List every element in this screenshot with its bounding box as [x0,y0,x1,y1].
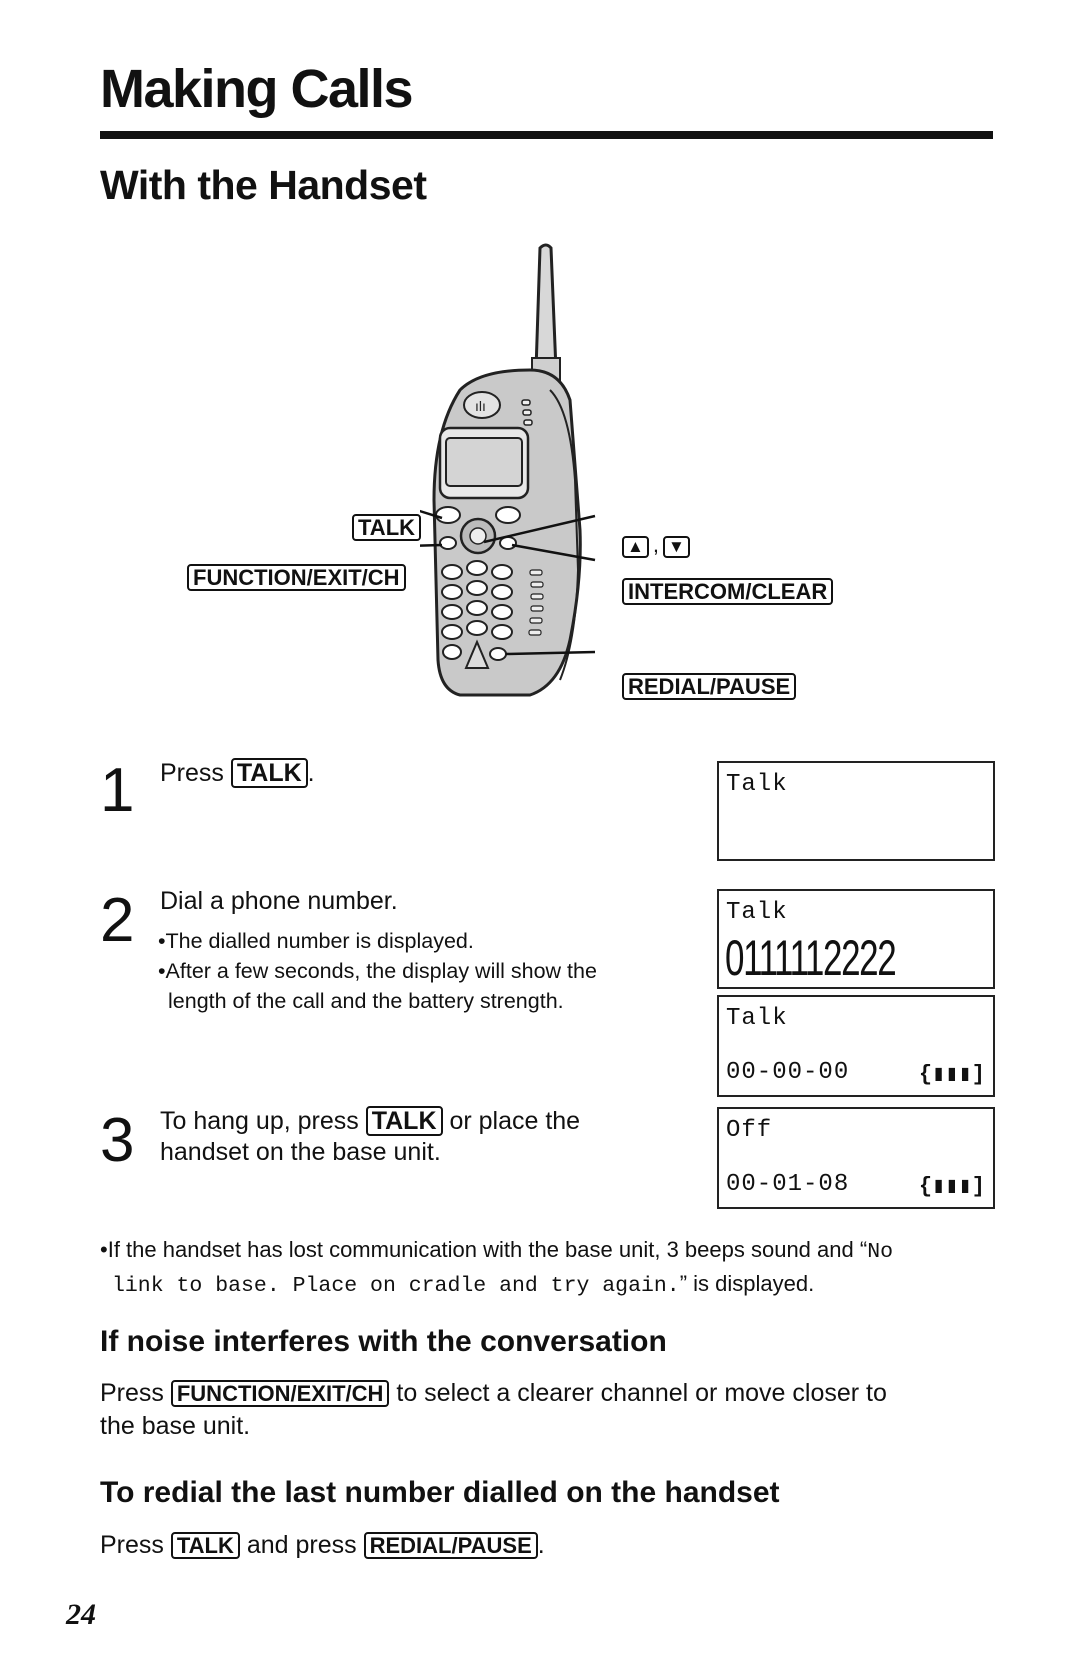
intercom-clear-key-label: INTERCOM/CLEAR [622,578,833,605]
redial-paragraph: Press TALK and press REDIAL/PAUSE . [100,1531,545,1559]
section-title: With the Handset [100,162,427,208]
talk-key-label: TALK [352,514,421,541]
function-exit-ch-key-label: FUNCTION/EXIT/CH [187,564,406,591]
arrow-down-icon: ▼ [663,536,690,558]
step-1-number: 1 [100,756,135,825]
no-link-note: •If the handset has lost communication with the base unit, 3 beeps sound and “No link to base. Place on cradle and try again.” is displayed. [100,1237,893,1298]
title-rule [100,131,993,139]
redial-pause-key-label: REDIAL/PAUSE [622,673,796,700]
step-1-text: Press TALK . [160,759,315,787]
step-3-text: To hang up, press TALK or place the [160,1107,581,1135]
arrow-up-icon: ▲ [622,536,649,558]
page-title: Making Calls [100,59,413,119]
noise-paragraph-line2: the base unit. [100,1412,251,1440]
redial-heading: To redial the last number dialled on the handset [100,1476,780,1509]
battery-icon: {▮▮▮] [918,1174,985,1199]
lcd-display-3: Talk 00-00-00 {▮▮▮] [717,995,995,1097]
page-number: 24 [66,1598,96,1631]
svg-text:ılı: ılı [475,398,486,414]
dialled-number: 0111112222 [725,930,896,986]
lcd-display-2: Talk 0111112222 [717,889,995,989]
arrow-keys-label: ▲ , ▼ [622,532,690,558]
step-2-bullet-2: •After a few seconds, the display will show the [158,959,597,983]
step-2-bullet-2-cont: length of the call and the battery strength. [168,989,564,1013]
step-3-number: 3 [100,1106,135,1175]
step-2-number: 2 [100,886,135,955]
handset-illustration [420,240,600,720]
battery-icon: {▮▮▮] [918,1062,985,1087]
noise-paragraph: Press FUNCTION/EXIT/CH to select a clearer channel or move closer to [100,1379,887,1407]
step-2-text: Dial a phone number. [160,887,398,915]
step-3-text-line2: handset on the base unit. [160,1138,441,1166]
step-2-bullet-1: •The dialled number is displayed. [158,929,474,953]
lcd-display-1: Talk [717,761,995,861]
noise-heading: If noise interferes with the conversation [100,1325,667,1358]
lcd-display-4: Off 00-01-08 {▮▮▮] [717,1107,995,1209]
